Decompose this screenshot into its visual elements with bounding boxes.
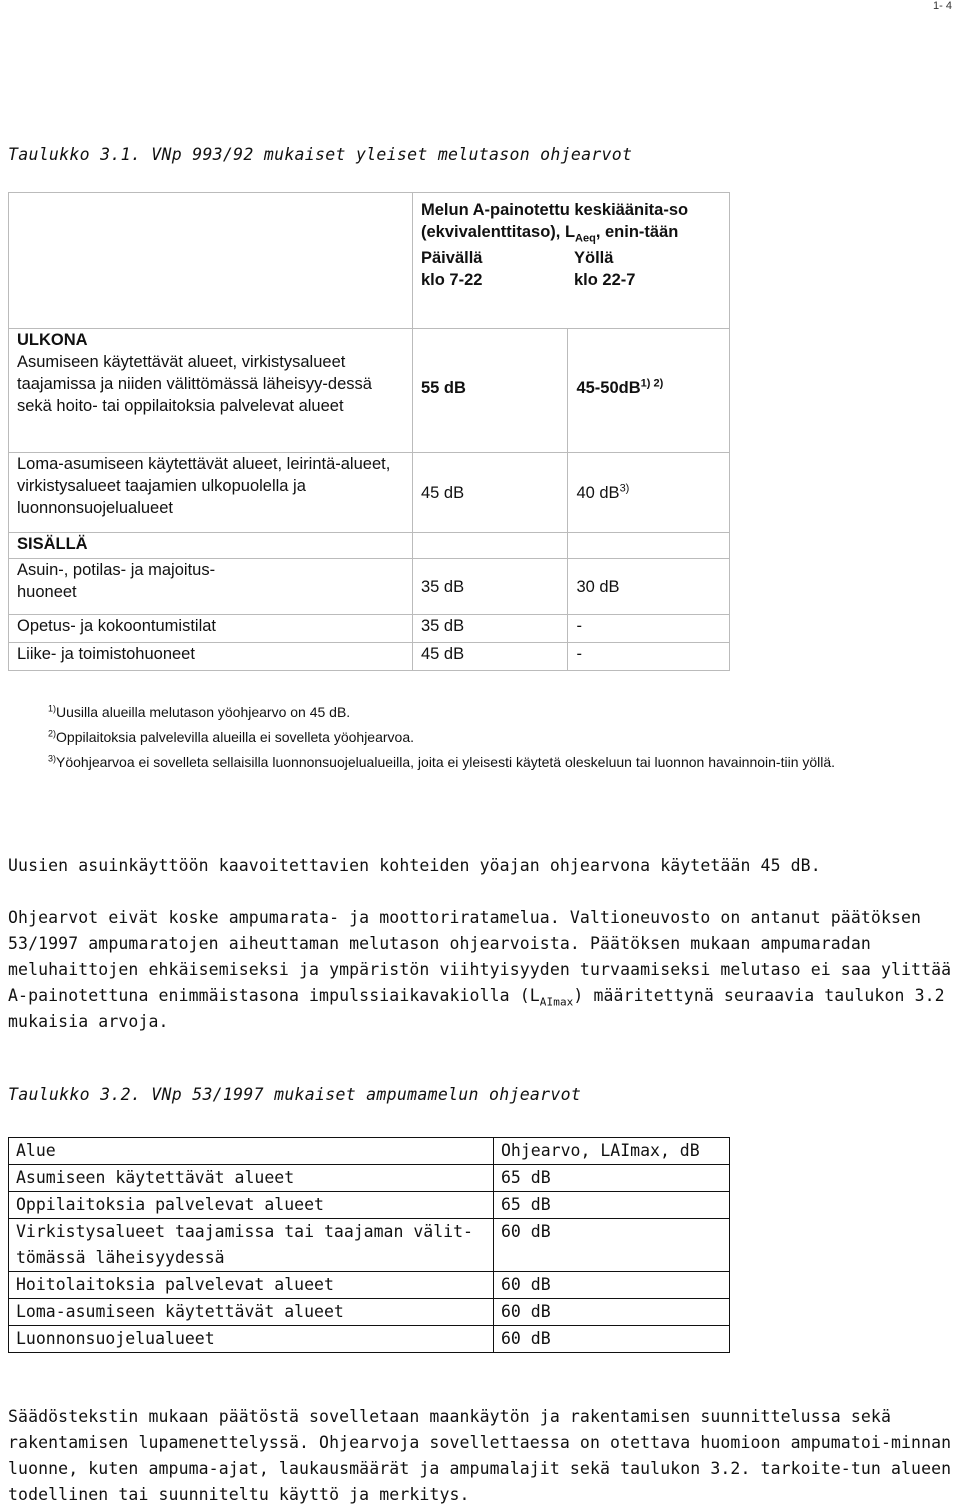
value-cell: 60 dB [494,1219,730,1272]
area-cell: Virkistysalueet taajamissa tai taajaman välit-tömässä läheisyydessä [9,1219,494,1272]
row4-label: Opetus- ja kokoontumistilat [9,615,413,643]
row4-day: 35 dB [413,615,568,643]
value-cell: 60 dB [494,1272,730,1299]
area-cell: Luonnonsuojelualueet [9,1326,494,1353]
row2-day: 45 dB [413,453,568,533]
row1-night-note: 1) 2) [640,377,664,389]
value-cell: 65 dB [494,1165,730,1192]
header-empty-cell [9,193,413,329]
row3-night: 30 dB [568,559,730,615]
row2-label: Loma-asumiseen käytettävät alueet, leirintä-alueet, virkistysalueet taajamien ulkopuolella ja luonnonsuojelualueet [9,453,413,533]
table-row [9,1299,730,1326]
row5-night: - [568,643,730,671]
row2-night-cell [568,453,730,533]
table-row [9,1192,730,1219]
day-label: Päivällä [421,249,483,267]
area-cell: Oppilaitoksia palvelevat alueet [9,1192,494,1219]
row1-label: Asumiseen käytettävät alueet, virkistysalueet taajamissa ja niiden välittömässä läheisyy-dessä sekä hoito- tai oppilaitoksia palvelevat alueet [17,353,372,415]
value-cell: 65 dB [494,1192,730,1219]
row1-day: 55 dB [413,329,568,453]
paragraph-3: Säädöstekstin mukaan päätöstä sovelletaan maankäytön ja rakentamisen suunnittelussa sekä rakentamisen lupamenettelyssä. Ohjearvoja sovellettaessa on otettava huomioon ampumatoi-minnan luonne, kuten ampuma-ajat, laukausmäärät ja ampumalajit sekä taulukon 3.2. tarkoite-tun alueen todellinen tai suunniteltu käyttö ja merkitys. [8,1407,952,1504]
day-time: klo 7-22 [421,271,483,289]
page-number: 1- 4 [933,0,952,12]
area-cell: Hoitolaitoksia palvelevat alueet [9,1272,494,1299]
table-3-1 [8,192,730,670]
footnote-3: $^{3)}$Yöohjearvoa ei sovelleta sellaisilla luonnonsuojelualueilla, joita ei yleisesti käytetä oleskeluun tai luonnon havainnoin-tiin yöllä. [48,753,836,770]
area-cell: Asumiseen käytettävät alueet [9,1165,494,1192]
row4-night: - [568,615,730,643]
table-row [9,1219,730,1272]
row1-night: 45-50dB [576,378,641,397]
header-periods [421,247,721,291]
table-row [9,1326,730,1353]
value-cell: 60 dB [494,1299,730,1326]
value-cell: 60 dB [494,1326,730,1353]
footnote-2: $^{2)}$Oppilaitoksia palvelevilla alueilla ei sovelleta yöohjearvoa. [48,728,414,745]
row3-label: Asuin-, potilas- ja majoitus-huoneet [9,559,413,615]
area-cell: Loma-asumiseen käytettävät alueet [9,1299,494,1326]
footnotes [48,700,948,775]
table-3-2 [8,1137,730,1353]
paragraph-1: Uusien asuinkäyttöön kaavoitettavien kohteiden yöajan ohjearvona käytetään 45 dB. [8,856,821,875]
table-row [9,1272,730,1299]
night-time: klo 22-7 [574,271,636,289]
row2-night: 40 dB [576,483,620,502]
header-main: Melun A-painotettu keskiäänita-so (ekvivalenttitaso), $L_{Aeq}$, enin-tään [421,201,689,245]
table-header-row [9,1138,730,1165]
table-row [9,1165,730,1192]
section-indoor: SISÄLLÄ [9,533,413,559]
row3-day: 35 dB [413,559,568,615]
paragraph-2: Ohjearvot eivät koske ampumarata- ja moottoriratamelua. Valtioneuvosto on antanut päätöksen 53/1997 ampumaratojen aiheuttaman melutason ohjearvoista. Päätöksen mukaan ampumaradan meluhaittojen ehkäisemiseksi ja ympäristön viihtyisyyden turvaamiseksi melutaso ei saa ylittää A-painotettuna enimmäistasona impulssiaikavakiolla $(L_{AImax})$ määritettynä seuraavia taulukon 3.2 mukaisia arvoja. [8,908,952,1031]
row2-night-note: 3) [619,482,630,494]
footnote-1: $^{1)}$Uusilla alueilla melutason yöohjearvo on 45 dB. [48,703,351,720]
header-value: Ohjearvo, LAImax, dB [494,1138,730,1165]
header-cell [413,193,730,329]
table-3-2-caption: Taulukko 3.2. VNp 53/1997 mukaiset ampumamelun ohjearvot [8,1085,582,1104]
table-3-1-caption: Taulukko 3.1. VNp 993/92 mukaiset yleiset melutason ohjearvot [8,145,633,164]
row5-label: Liike- ja toimistohuoneet [9,643,413,671]
night-label: Yöllä [574,249,614,267]
header-area: Alue [9,1138,494,1165]
row1-night-cell [568,329,730,453]
row5-day: 45 dB [413,643,568,671]
section-outdoor: ULKONA [17,331,88,349]
